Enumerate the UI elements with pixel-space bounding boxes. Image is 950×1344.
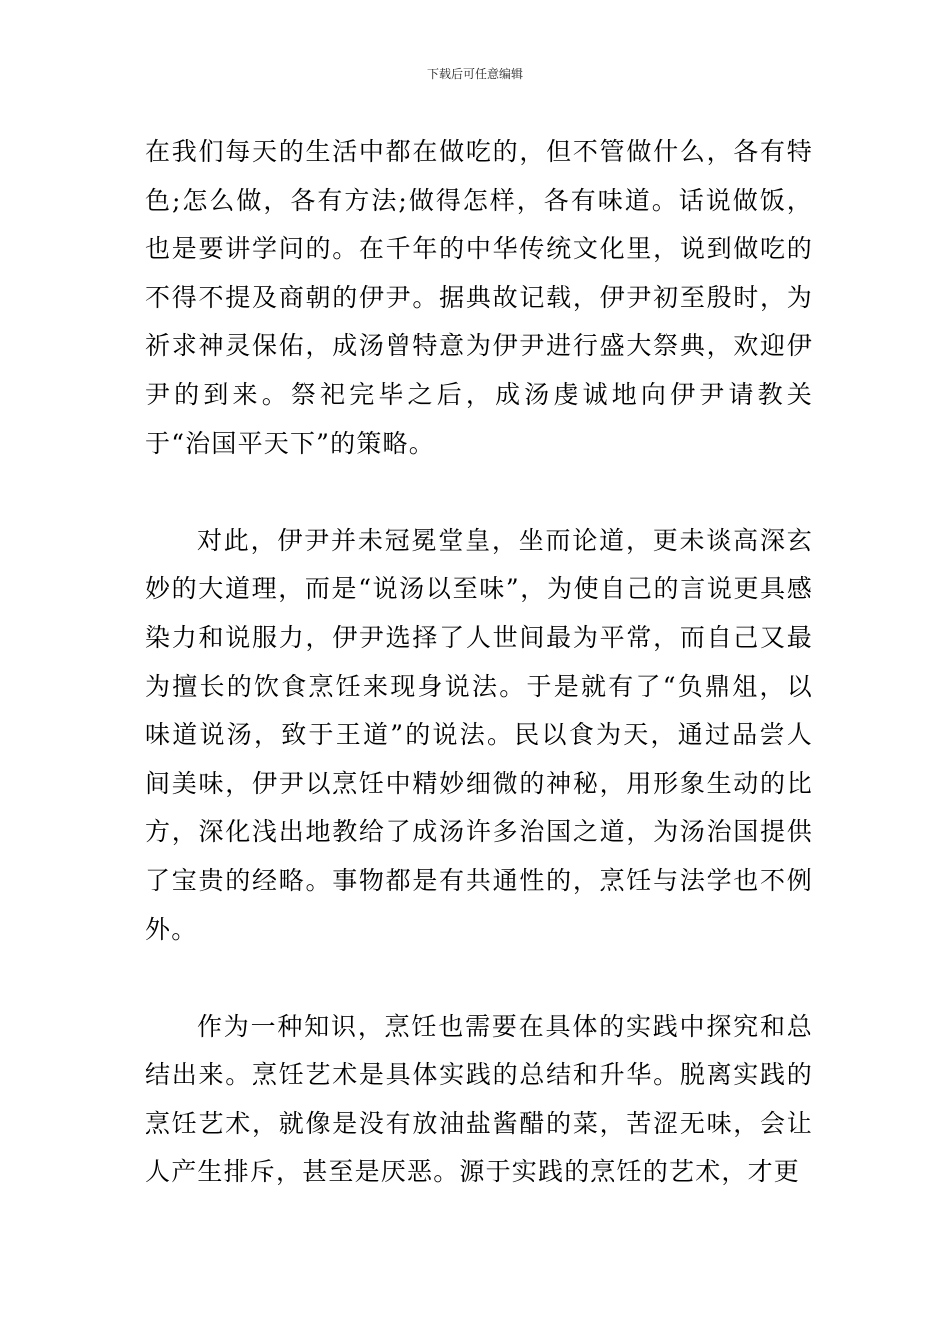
paragraph-1: 在我们每天的生活中都在做吃的，但不管做什么，各有特色;怎么做，各有方法;做得怎样，各有味道。话说做饭，也是要讲学问的。在千年的中华传统文化里，说到做吃的不得不提及商朝的伊尹。据典故记载，伊尹初至殷时，为祈求神灵保佑，成汤曾特意为伊尹进行盛大祭典，欢迎伊尹的到来。祭祀完毕之后，成汤虔诚地向伊尹请教关于“治国平天下”的策略。 [145, 137, 813, 458]
paragraph-3: 作为一种知识，烹饪也需要在具体的实践中探究和总结出来。烹饪艺术是具体实践的总结和升华。脱离实践的烹饪艺术，就像是没有放油盐酱醋的菜，苦涩无味，会让人产生排斥，甚至是厌恶。源于实践的烹饪的艺术，才更 [145, 1011, 813, 1187]
document-body [145, 128, 813, 1197]
paragraph-2: 对此，伊尹并未冠冕堂皇，坐而论道，更未谈高深玄妙的大道理，而是“说汤以至味”，为使自己的言说更具感染力和说服力，伊尹选择了人世间最为平常，而自己又最为擅长的饮食烹饪来现身说法。于是就有了“负鼎俎，以味道说汤，致于王道”的说法。民以食为天，通过品尝人间美味，伊尹以烹饪中精妙细微的神秘，用形象生动的比方，深化浅出地教给了成汤许多治国之道，为汤治国提供了宝贵的经略。事物都是有共通性的，烹饪与法学也不例外。 [145, 525, 813, 944]
page-header: 下载后可任意编辑 [426, 67, 523, 81]
